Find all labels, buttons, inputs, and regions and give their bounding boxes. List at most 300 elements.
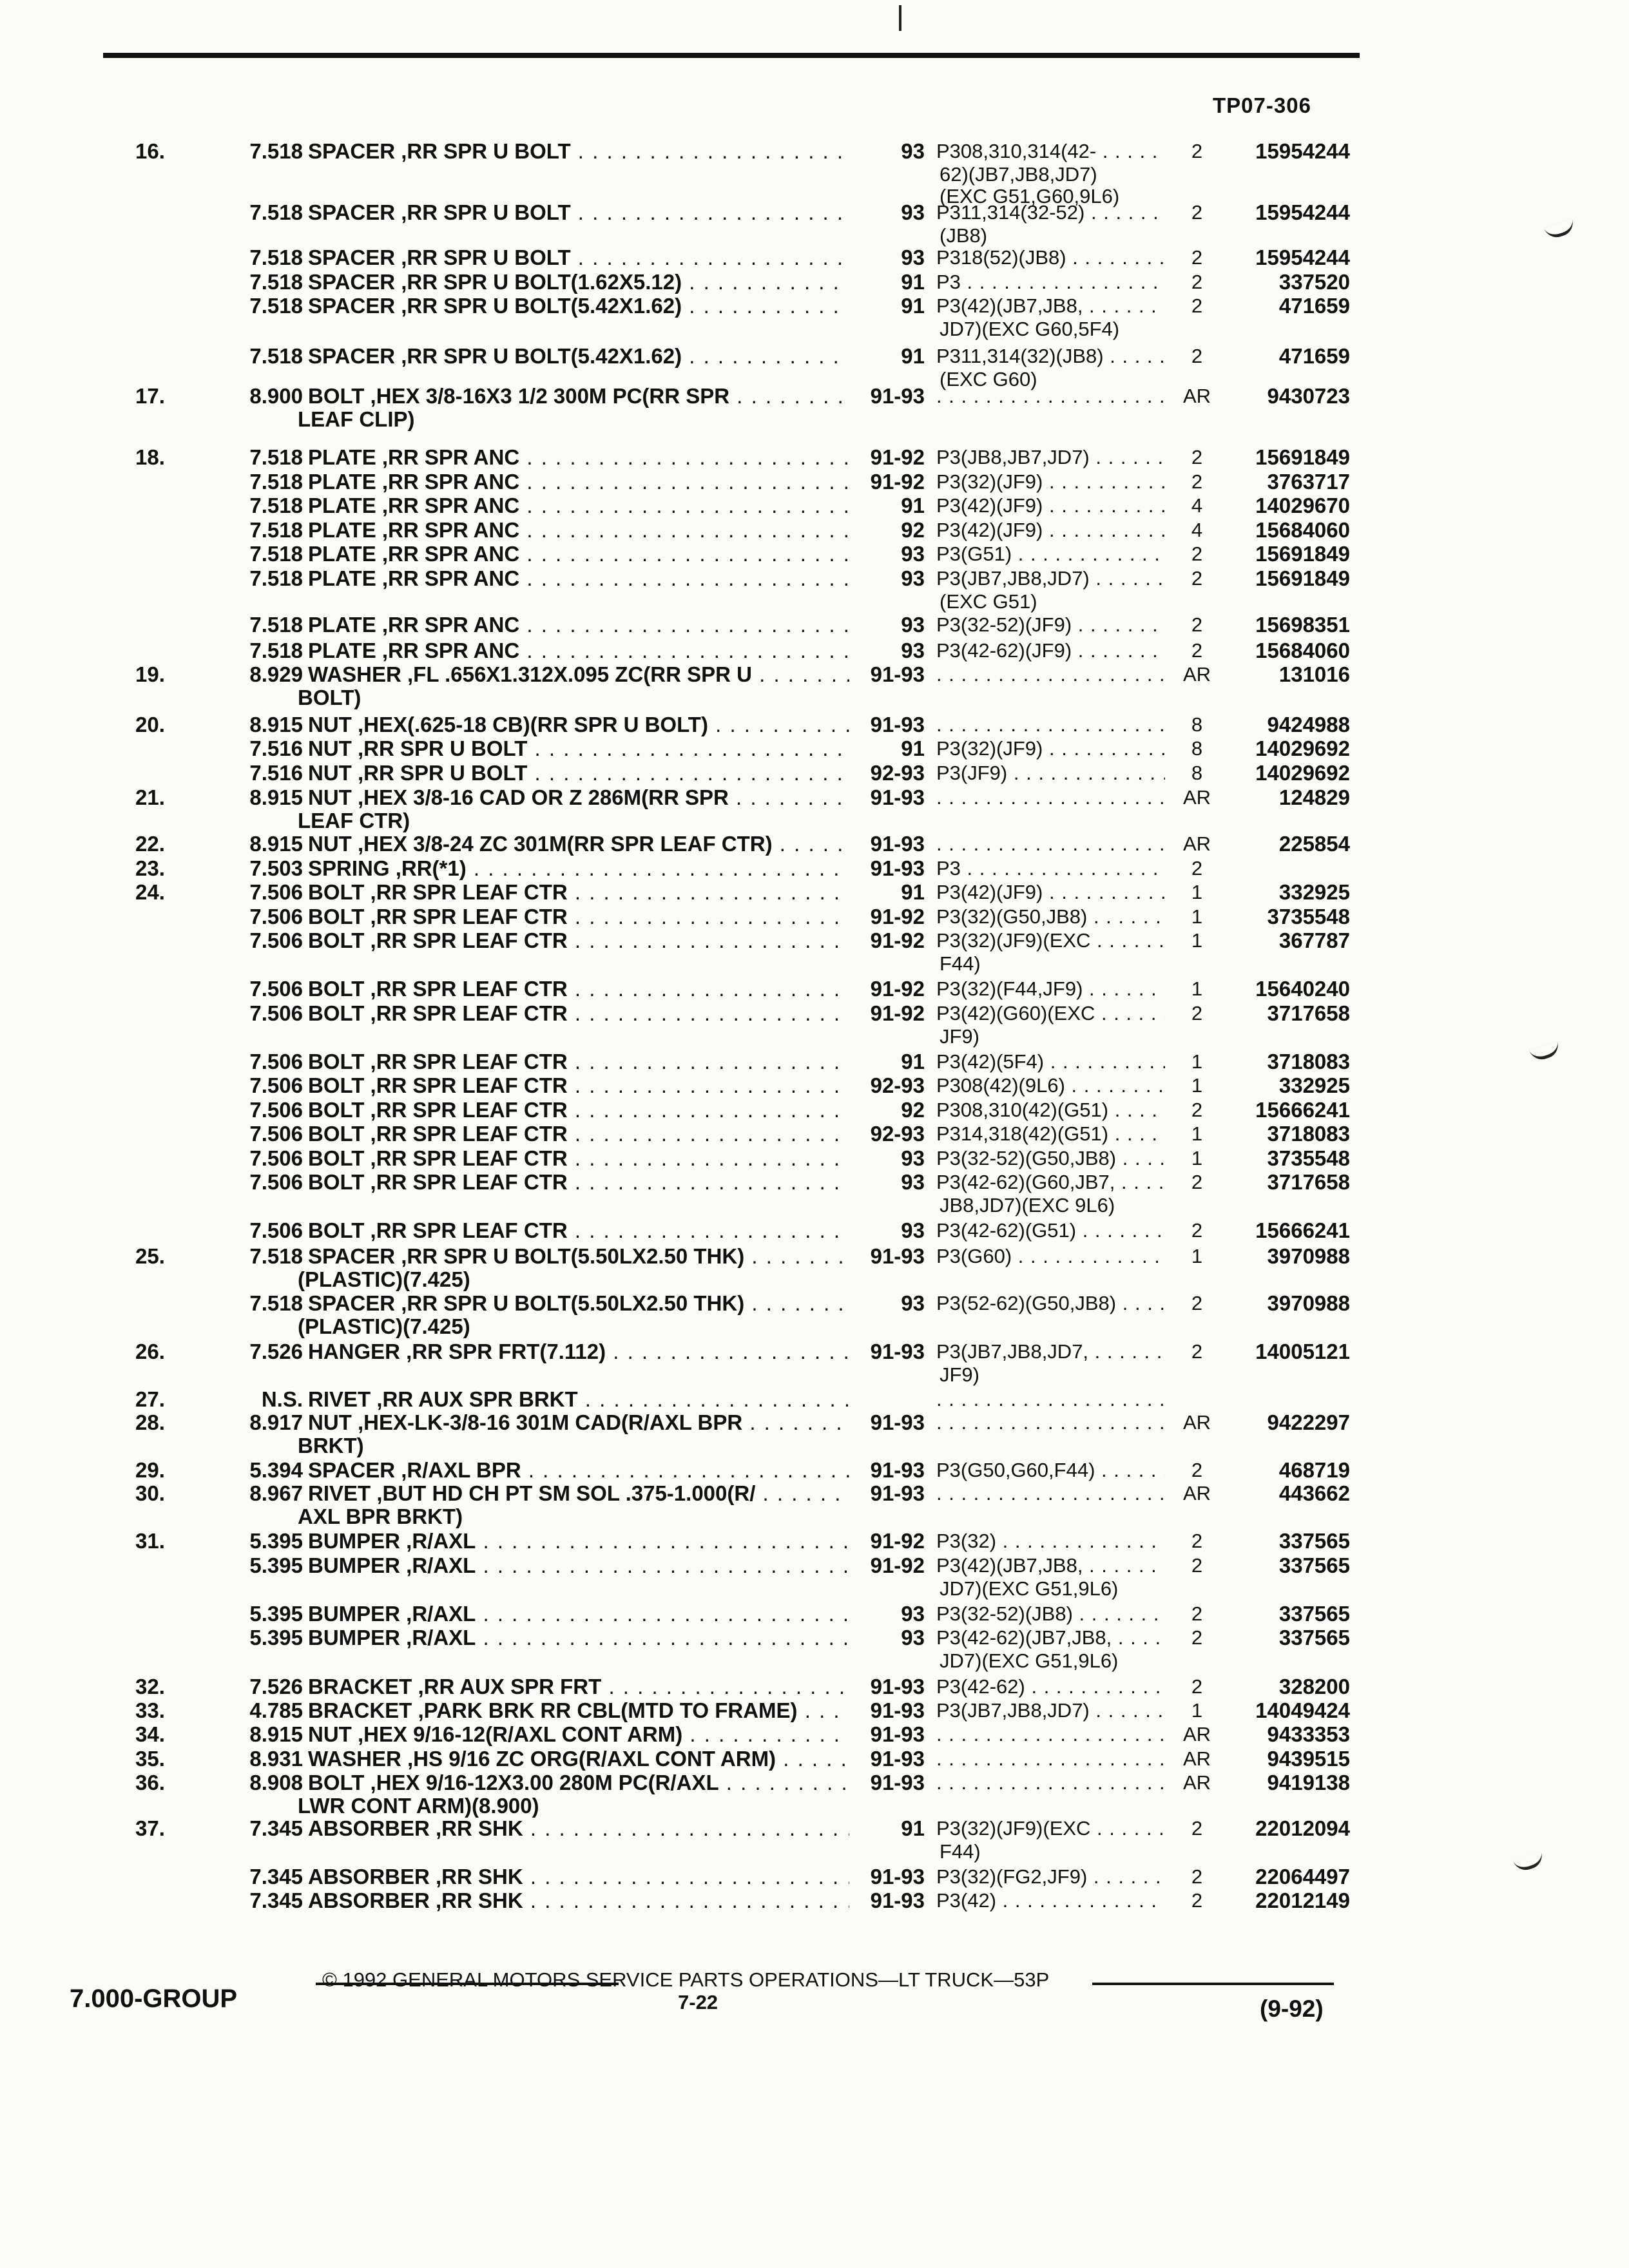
cell-model: P3 . . . [936,856,1165,881]
cell-qty: 2 [1191,1675,1203,1698]
cell-qty: 1 [1191,1050,1203,1073]
cell-grp: 7.516 [249,761,303,785]
cell-model: P3(42)(JB7,JB8, . . . [936,293,1165,319]
cell-desc: SPACER ,RR SPR U BOLT(1.62X5.12) . . . [308,269,849,295]
cell-model: P3(42) . . . [936,1888,1165,1914]
cell-qty: 2 [1191,1817,1203,1840]
cell-model: P3(G50,G60,F44) . . . [936,1457,1165,1483]
cell-fig: 30. [135,1481,165,1505]
table-row [0,1816,1629,1841]
cell-model: P311,314(32)(JB8) . . . [936,343,1165,369]
footer-date: (9-92) [1260,1995,1324,2022]
cell-yrs: 92 [901,1098,925,1122]
cell-model: P3(42)(JF9) . . . [936,493,1165,519]
cell-desc: BOLT ,RR SPR LEAF CTR . . . [308,1001,849,1026]
table-row [0,139,1629,164]
cell-model: P3(32)(FG2,JF9) . . . [936,1864,1165,1890]
cell-qty: 1 [1191,881,1203,903]
table-row [0,1121,1629,1147]
cell-grp: 7.518 [249,294,303,318]
cell-model: P3(42)(G60)(EXC . . . [936,1001,1165,1026]
cell-model: P3(42-62) . . . [936,1674,1165,1700]
cell-grp: 7.526 [249,1675,303,1698]
cell-model: P3(32) . . . [936,1528,1165,1554]
cell-part: 9439515 [1267,1747,1350,1771]
cell-part: 15666241 [1255,1098,1350,1122]
cell-fig: 18. [135,445,165,469]
table-row [0,1049,1629,1075]
cell-qty: AR [1182,832,1211,855]
cell-qty: 2 [1191,1889,1203,1912]
cell-qty: 2 [1191,1602,1203,1625]
table-row [0,638,1629,664]
cell-qty: AR [1182,1723,1211,1745]
table-row [0,1864,1629,1890]
cell-grp: 7.345 [249,1888,303,1912]
cell-yrs: 93 [901,1626,925,1649]
table-row [0,1625,1629,1651]
cell-model [936,785,1165,811]
cell-grp: 8.929 [249,662,303,686]
description-continuation: (PLASTIC)(7.425) [298,1267,470,1291]
cell-part: 3718083 [1267,1122,1350,1146]
cell-yrs: 91 [901,880,925,904]
cell-model: P3(42-62)(JB7,JB8, . . . [936,1625,1165,1651]
cell-model: P3 . . . [936,269,1165,295]
table-row [0,1169,1629,1195]
cell-part: 9433353 [1267,1722,1350,1746]
cell-desc: SPACER ,RR SPR U BOLT . . . [308,139,849,164]
cell-yrs: 93 [901,139,925,163]
cell-desc: BUMPER ,R/AXL . . . [308,1601,849,1627]
cell-yrs: 91-93 [870,1747,925,1771]
cell-qty: 2 [1191,201,1203,224]
cell-fig: 33. [135,1698,165,1722]
cell-part: 332925 [1278,880,1350,904]
cell-grp: 7.518 [249,344,303,368]
cell-desc: BOLT ,RR SPR LEAF CTR . . . [308,1073,849,1099]
cell-grp: 8.917 [249,1410,303,1434]
footer-copyright: © 1992 GENERAL MOTORS SERVICE PARTS OPERATIONS—LT TRUCK—53P [322,1968,1050,1991]
table-row [0,1698,1629,1724]
cell-grp: 5.395 [249,1553,303,1577]
table-row [0,1097,1629,1123]
model-continuation: JD7)(EXC G51,9L6) [940,1577,1119,1600]
cell-desc: NUT ,HEX 3/8-16 CAD OR Z 286M(RR SPR . . . [308,785,849,811]
cell-grp: 7.518 [249,613,303,637]
cell-qty: 2 [1191,246,1203,269]
table-row [0,856,1629,881]
cell-yrs: 92-93 [870,761,925,785]
description-continuation: LEAF CLIP) [298,407,415,431]
table-row [0,831,1629,857]
header-rule [103,53,1360,58]
cell-desc: SPACER ,RR SPR U BOLT(5.50LX2.50 THK) . . . [308,1291,849,1316]
cell-yrs: 91 [901,1050,925,1073]
model-continuation: F44) [940,1840,981,1863]
cell-fig: 23. [135,856,165,880]
cell-desc: SPRING ,RR(*1) . . . [308,856,849,881]
cell-qty: 8 [1191,737,1203,760]
cell-part: 337565 [1278,1529,1350,1553]
cell-model: P3(G60) . . . [936,1244,1165,1269]
cell-fig: 24. [135,880,165,904]
table-row [0,1674,1629,1700]
table-row [0,293,1629,319]
cell-part: 15954244 [1255,200,1350,224]
cell-yrs: 93 [901,639,925,662]
cell-desc: SPACER ,R/AXL BPR . . . [308,1457,849,1483]
cell-part: 15698351 [1255,613,1350,637]
table-row [0,1244,1629,1269]
table-row [0,1746,1629,1772]
footer-rule-right [1092,1983,1334,1985]
cell-grp: 8.931 [249,1747,303,1771]
cell-model: P3(32-52)(JF9) . . . [936,612,1165,638]
cell-yrs: 91 [901,270,925,294]
cell-yrs: 91 [901,494,925,517]
cell-yrs: 91-92 [870,977,925,1001]
cell-desc: PLATE ,RR SPR ANC . . . [308,612,849,638]
cell-qty: AR [1182,1747,1211,1770]
cell-yrs: 93 [901,542,925,566]
cell-qty: 2 [1191,470,1203,493]
cell-grp: 7.506 [249,1146,303,1170]
cell-desc: BOLT ,RR SPR LEAF CTR . . . [308,1097,849,1123]
cell-qty: 8 [1191,762,1203,784]
cell-yrs: 91-92 [870,905,925,928]
cell-grp: 7.518 [249,270,303,294]
cell-grp: N.S. [261,1387,303,1411]
cell-grp: 7.506 [249,1218,303,1242]
cell-grp: 7.506 [249,1170,303,1194]
cell-qty: 2 [1191,1554,1203,1577]
model-continuation: (JB8) [940,224,988,247]
cell-qty: AR [1182,786,1211,809]
cell-grp: 7.345 [249,1865,303,1888]
table-row [0,200,1629,226]
cell-part: 9430723 [1267,384,1350,408]
cell-fig: 19. [135,662,165,686]
cell-model: P3(JB8,JB7,JD7) . . . [936,445,1165,470]
cell-grp: 8.900 [249,384,303,408]
cell-yrs: 92 [901,518,925,542]
cell-part: 9424988 [1267,713,1350,736]
table-row [0,1722,1629,1747]
cell-grp: 7.506 [249,1050,303,1073]
cell-grp: 7.506 [249,905,303,928]
cell-desc: RIVET ,BUT HD CH PT SM SOL .375-1.000(R/ . . . [308,1481,849,1506]
cell-qty: 2 [1191,1340,1203,1363]
cell-qty: 2 [1191,857,1203,879]
cell-model: P308,310,314(42- . . . [936,139,1165,164]
cell-yrs: 91-93 [870,1458,925,1482]
cell-desc: PLATE ,RR SPR ANC . . . [308,517,849,543]
cell-grp: 7.526 [249,1340,303,1363]
cell-yrs: 93 [901,1218,925,1242]
table-row [0,541,1629,567]
cell-fig: 35. [135,1747,165,1771]
cell-qty: 2 [1191,1626,1203,1649]
cell-yrs: 92-93 [870,1122,925,1146]
cell-part: 15691849 [1255,445,1350,469]
cell-grp: 8.915 [249,713,303,736]
cell-model: P3(32)(F44,JF9) . . . [936,976,1165,1002]
cell-desc: BRACKET ,RR AUX SPR FRT . . . [308,1674,849,1700]
cell-grp: 7.518 [249,200,303,224]
cell-desc: HANGER ,RR SPR FRT(7.112) . . . [308,1339,849,1365]
cell-model [936,831,1165,857]
cell-model: P3(32)(JF9)(EXC . . . [936,928,1165,954]
cell-yrs: 91-93 [870,1722,925,1746]
cell-grp: 7.503 [249,856,303,880]
cell-desc: BOLT ,RR SPR LEAF CTR . . . [308,1169,849,1195]
cell-grp: 7.345 [249,1816,303,1840]
cell-yrs: 91-93 [870,832,925,856]
cell-part: 3717658 [1267,1001,1350,1025]
cell-part: 14029692 [1255,761,1350,785]
cell-model: P308(42)(9L6) . . . [936,1073,1165,1099]
cell-grp: 8.915 [249,1722,303,1746]
cell-fig: 37. [135,1816,165,1840]
cell-desc: PLATE ,RR SPR ANC . . . [308,493,849,519]
cell-part: 22064497 [1255,1865,1350,1888]
table-row [0,1339,1629,1365]
cell-grp: 7.506 [249,1122,303,1146]
table-row [0,662,1629,687]
cell-part: 337565 [1278,1626,1350,1649]
cell-fig: 21. [135,785,165,809]
cell-model [936,1481,1165,1506]
cell-yrs: 91-93 [870,856,925,880]
model-continuation: (EXC G51) [940,590,1037,613]
cell-fig: 34. [135,1722,165,1746]
table-row [0,712,1629,738]
cell-yrs: 91-93 [870,1865,925,1888]
table-row [0,928,1629,954]
model-continuation: JD7)(EXC G60,5F4) [940,318,1120,340]
cell-part: 15954244 [1255,139,1350,163]
cell-model [936,1746,1165,1772]
cell-model: P3(42)(JB7,JB8, . . . [936,1553,1165,1579]
cell-grp: 5.394 [249,1458,303,1482]
cell-grp: 7.518 [249,494,303,517]
cell-desc: BOLT ,RR SPR LEAF CTR . . . [308,879,849,905]
cell-yrs: 91 [901,344,925,368]
cell-grp: 8.915 [249,785,303,809]
model-continuation: JD7)(EXC G51,9L6) [940,1649,1119,1672]
cell-desc: BOLT ,RR SPR LEAF CTR . . . [308,1218,849,1244]
cell-qty: 1 [1191,905,1203,928]
cell-part: 367787 [1278,928,1350,952]
cell-model [936,1387,1165,1412]
table-row [0,1001,1629,1026]
footer-page-number: 7-22 [678,1991,718,2013]
cell-yrs: 91-92 [870,1001,925,1025]
cell-qty: 2 [1191,271,1203,293]
cell-qty: 1 [1191,929,1203,952]
cell-yrs: 93 [901,200,925,224]
table-row [0,612,1629,638]
cell-part: 9422297 [1267,1410,1350,1434]
cell-part: 15954244 [1255,245,1350,269]
cell-part: 14005121 [1255,1340,1350,1363]
cell-model: P3(32-52)(JB8) . . . [936,1601,1165,1627]
cell-grp: 7.518 [249,1244,303,1268]
cell-desc: WASHER ,FL .656X1.312X.095 ZC(RR SPR U . . . [308,662,849,687]
cell-part: 3735548 [1267,1146,1350,1170]
cell-qty: 2 [1191,1002,1203,1024]
cell-qty: 2 [1191,1530,1203,1552]
table-row [0,1073,1629,1099]
cell-model: P3(52-62)(G50,JB8) . . . [936,1291,1165,1316]
table-row [0,1387,1629,1412]
cell-part: 225854 [1278,832,1350,856]
cell-yrs: 91-92 [870,445,925,469]
cell-yrs: 91-93 [870,1675,925,1698]
cell-fig: 25. [135,1244,165,1268]
cell-model [936,1410,1165,1436]
cell-model: P311,314(32-52) . . . [936,200,1165,226]
cell-desc: NUT ,HEX-LK-3/8-16 301M CAD(R/AXL BPR . . . [308,1410,849,1436]
cell-qty: 8 [1191,713,1203,736]
description-continuation: LWR CONT ARM)(8.900) [298,1794,539,1818]
cell-desc: BOLT ,RR SPR LEAF CTR . . . [308,1049,849,1075]
cell-model: P3(32)(JF9) . . . [936,469,1165,495]
cell-fig: 32. [135,1675,165,1698]
cell-part: 3970988 [1267,1244,1350,1268]
table-row [0,445,1629,470]
cell-part: 22012094 [1255,1816,1350,1840]
cell-grp: 7.518 [249,566,303,590]
cell-qty: 2 [1191,140,1203,162]
table-row [0,760,1629,786]
cell-model: P314,318(42)(G51) . . . [936,1121,1165,1147]
cell-desc: SPACER ,RR SPR U BOLT(5.42X1.62) . . . [308,343,849,369]
cell-qty: 2 [1191,446,1203,468]
cell-qty: 2 [1191,1459,1203,1481]
cell-part: 468719 [1278,1458,1350,1482]
cell-qty: 4 [1191,519,1203,541]
cell-grp: 7.506 [249,1073,303,1097]
description-continuation: AXL BPR BRKT) [298,1504,463,1528]
cell-desc: BRACKET ,PARK BRK RR CBL(MTD TO FRAME) . . . [308,1698,849,1724]
cell-qty: 1 [1191,1074,1203,1097]
cell-qty: 1 [1191,1147,1203,1169]
table-row [0,1888,1629,1914]
cell-desc: ABSORBER ,RR SHK . . . [308,1816,849,1841]
cell-desc: NUT ,RR SPR U BOLT . . . [308,760,849,786]
table-row [0,1291,1629,1316]
cell-desc: RIVET ,RR AUX SPR BRKT . . . [308,1387,849,1412]
cell-model [936,1722,1165,1747]
cell-part: 131016 [1278,662,1350,686]
cell-qty: AR [1182,1411,1211,1434]
cell-model: P3(42-62)(G51) . . . [936,1218,1165,1244]
cell-qty: 1 [1191,977,1203,1000]
cell-yrs: 93 [901,1291,925,1315]
cell-yrs: 91 [901,294,925,318]
cell-model: P3(42)(JF9) . . . [936,879,1165,905]
table-row [0,736,1629,762]
cell-model: P3(32)(JF9) . . . [936,736,1165,762]
cell-yrs: 93 [901,1170,925,1194]
cell-desc: ABSORBER ,RR SHK . . . [308,1888,849,1914]
footer-group: 7.000-GROUP [70,1984,238,2013]
description-continuation: BOLT) [298,686,361,709]
cell-yrs: 91-93 [870,384,925,408]
table-row [0,269,1629,295]
cell-part: 3718083 [1267,1050,1350,1073]
cell-qty: 1 [1191,1245,1203,1267]
cell-model: P3(32)(G50,JB8) . . . [936,904,1165,930]
cell-yrs: 91-92 [870,470,925,494]
scan-mark [899,5,901,31]
cell-desc: PLATE ,RR SPR ANC . . . [308,638,849,664]
cell-desc: ABSORBER ,RR SHK . . . [308,1864,849,1890]
cell-yrs: 91-93 [870,1771,925,1794]
cell-yrs: 91-93 [870,1244,925,1268]
cell-desc: PLATE ,RR SPR ANC . . . [308,469,849,495]
table-row [0,904,1629,930]
cell-desc: SPACER ,RR SPR U BOLT . . . [308,245,849,271]
table-row [0,1218,1629,1244]
cell-yrs: 92-93 [870,1073,925,1097]
table-row [0,976,1629,1002]
cell-yrs: 91 [901,1816,925,1840]
cell-model: P3(G51) . . . [936,541,1165,567]
table-row [0,343,1629,369]
cell-part: 14049424 [1255,1698,1350,1722]
cell-fig: 29. [135,1458,165,1482]
cell-yrs: 91 [901,736,925,760]
cell-part: 337565 [1278,1602,1350,1626]
table-row [0,383,1629,409]
table-row [0,1553,1629,1579]
cell-part: 337520 [1278,270,1350,294]
cell-grp: 7.518 [249,542,303,566]
cell-qty: 1 [1191,1699,1203,1722]
cell-desc: NUT ,HEX 3/8-24 ZC 301M(RR SPR LEAF CTR) . . . [308,831,849,857]
cell-yrs: 91-93 [870,713,925,736]
cell-grp: 7.518 [249,518,303,542]
cell-grp: 7.518 [249,1291,303,1315]
table-row [0,245,1629,271]
cell-desc: BOLT ,RR SPR LEAF CTR . . . [308,1121,849,1147]
cell-grp: 7.516 [249,736,303,760]
cell-fig: 20. [135,713,165,736]
cell-part: 15691849 [1255,566,1350,590]
cell-qty: AR [1182,663,1211,686]
cell-part: 9419138 [1267,1771,1350,1794]
cell-part: 332925 [1278,1073,1350,1097]
cell-yrs: 91-93 [870,1340,925,1363]
cell-grp: 8.908 [249,1771,303,1794]
cell-grp: 7.506 [249,928,303,952]
table-row [0,1770,1629,1796]
cell-model: P3(42-62)(JF9) . . . [936,638,1165,664]
table-row [0,517,1629,543]
cell-qty: 1 [1191,1122,1203,1145]
cell-model [936,1770,1165,1796]
cell-part: 14029670 [1255,494,1350,517]
cell-desc: NUT ,HEX 9/16-12(R/AXL CONT ARM) . . . [308,1722,849,1747]
cell-yrs: 91-93 [870,1410,925,1434]
table-row [0,1481,1629,1506]
cell-model: P3(32-52)(G50,JB8) . . . [936,1146,1165,1171]
cell-qty: 2 [1191,294,1203,317]
cell-part: 22012149 [1255,1888,1350,1912]
